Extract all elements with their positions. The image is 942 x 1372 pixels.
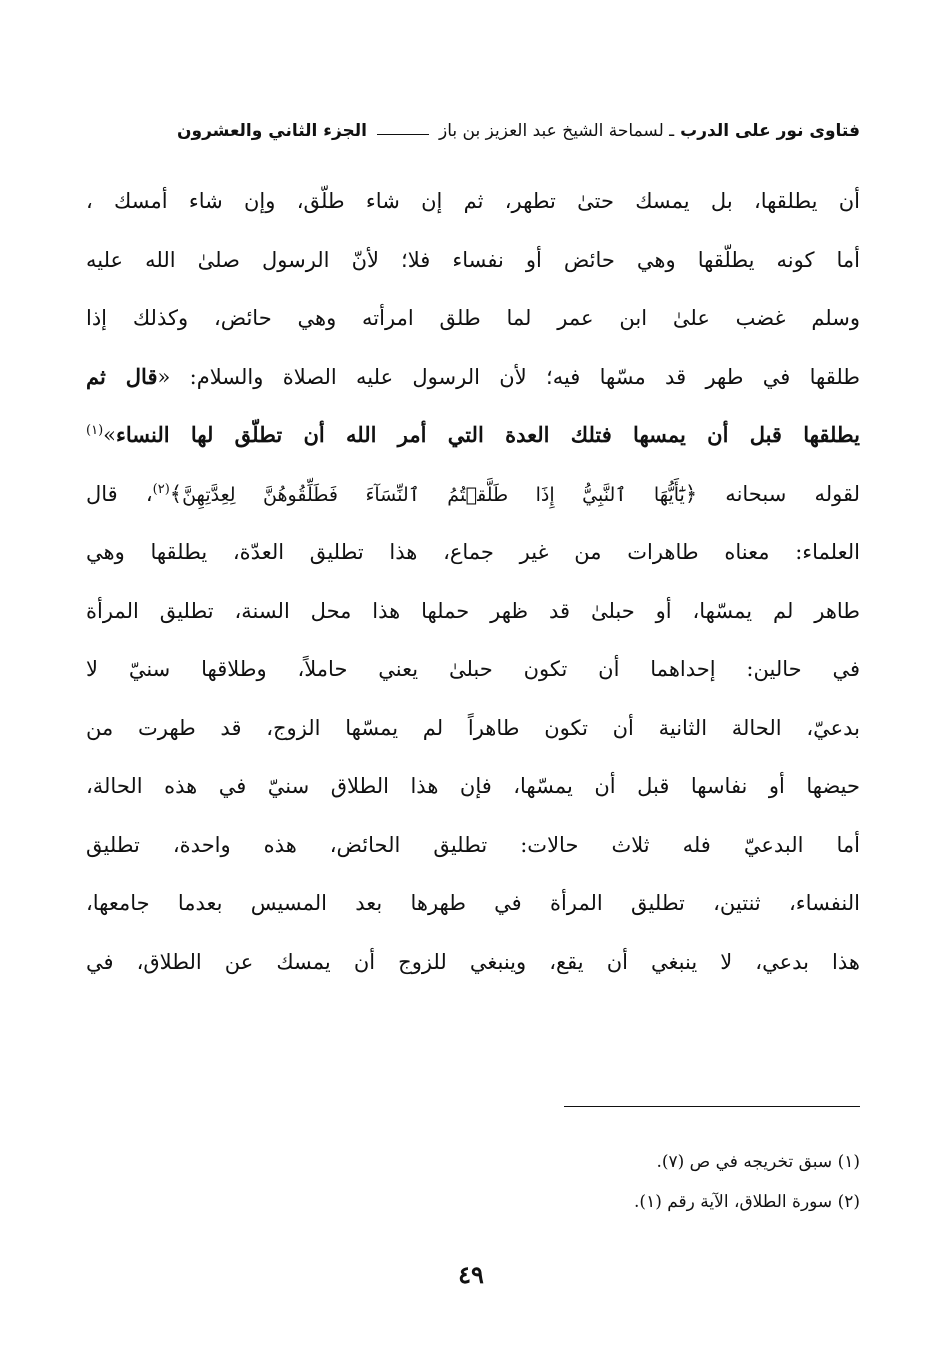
author-name: ـ لسماحة الشيخ عبد العزيز بن باز: [439, 121, 675, 141]
footnote-2: (٢) سورة الطلاق، الآية رقم (١).: [634, 1192, 860, 1212]
part-label: الجزء الثاني والعشرون: [177, 121, 368, 141]
quran-verse: يَٰٓأَيُّهَا ٱلنَّبِيُّ إِذَا طَلَّقۡتُمُ ٱلنِّسَآءَ فَطَلِّقُوهُنَّ لِعِدَّتِهِنَّ: [182, 483, 685, 506]
text-line: أما كونه يطلّقها وهي حائض أو نفساء فلا؛ لأنّ الرسول صلىٰ الله عليه: [86, 247, 860, 272]
text-line: العلماء: معناه طاهرات من غير جماع، هذا تطليق العدّة، يطلقها وهي: [86, 540, 860, 564]
header-dash-line: [377, 134, 429, 135]
text-line: هذا بدعي، لا ينبغي أن يقع، وينبغي للزوج أن يمسك عن الطلاق، في: [86, 949, 860, 974]
text-line: في حالين: إحداهما أن تكون حبلىٰ يعني حاملاً، وطلاقها سنيّ لا: [86, 657, 860, 681]
hadith-close-mark: »: [103, 423, 116, 447]
text-line: [86, 465, 860, 524]
footnotes: [86, 1142, 860, 1222]
text-line: [86, 406, 860, 465]
text-line: بدعيّ، الحالة الثانية أن تكون طاهراً لم يمسّها الزوج، قد طهرت من: [86, 715, 860, 740]
line6-end: ، قال: [86, 481, 153, 506]
page-number: ٤٩: [458, 1260, 484, 1289]
verse-close-mark: ﴾: [169, 481, 183, 506]
line4-start: طلقها في طهر قد مسّها فيه؛ لأن الرسول عليه الصلاة والسلام: «: [157, 364, 860, 389]
footnote-separator: [564, 1106, 860, 1107]
line6-start: لقوله سبحانه ﴿: [684, 481, 860, 506]
hadith-quote-end: يطلقها قبل أن يمسها فتلك العدة التي أمر الله أن تطلّق لها النساء: [116, 422, 860, 447]
footnote-ref-1[interactable]: (١): [86, 423, 104, 438]
hadith-quote-start: قال ثم: [86, 363, 158, 389]
text-line: وسلم غضب علىٰ ابن عمر لما طلق امرأته وهي حائض، وكذلك إذا: [86, 306, 860, 330]
footnote-ref-2[interactable]: (٢): [152, 481, 170, 497]
running-header: [86, 112, 860, 150]
text-line: طاهر لم يمسّها، أو حبلىٰ قد ظهر حملها هذا محل السنة، تطليق المرأة: [86, 598, 860, 623]
book-title: فتاوى نور على الدرب: [680, 121, 860, 141]
body-text: [86, 172, 860, 991]
text-line: حيضها أو نفاسها قبل أن يمسّها، فإن هذا الطلاق سنيّ في هذه الحالة،: [86, 774, 860, 798]
text-line: النفساء، ثنتين، تطليق المرأة في طهرها بعد المسيس بعدما جامعها،: [86, 891, 860, 915]
text-line: أن يطلقها، بل يمسك حتىٰ تطهر، ثم إن شاء طلّق، وإن شاء أمسك ،: [86, 189, 860, 213]
text-line: [86, 348, 860, 407]
footnote-1: (١) سبق تخريجه في ص (٧).: [656, 1152, 860, 1172]
text-line: أما البدعيّ فله ثلاث حالات: تطليق الحائض، هذه واحدة، تطليق: [86, 832, 860, 857]
